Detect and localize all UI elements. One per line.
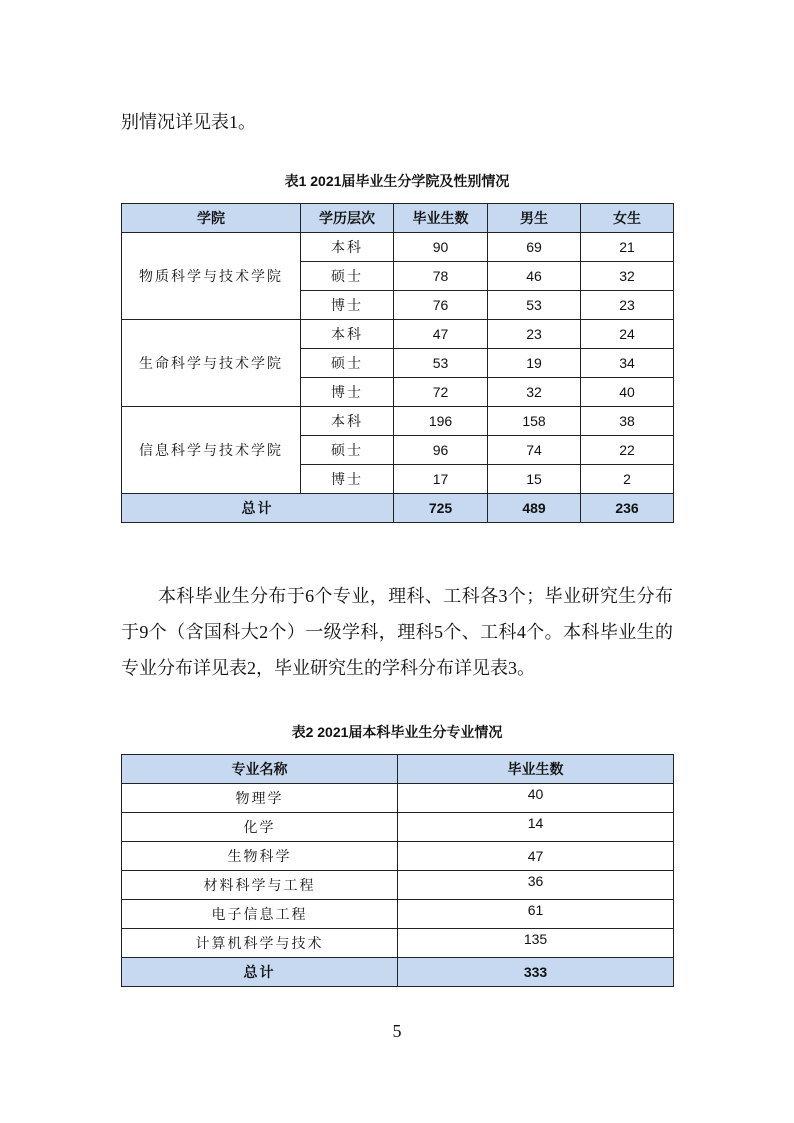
female-count: 22: [581, 436, 674, 465]
header-degree-level: 学历层次: [301, 204, 394, 233]
degree-level: 博士: [301, 465, 394, 494]
table-row: [122, 929, 674, 958]
graduates-count: 76: [394, 291, 488, 320]
female-count: 34: [581, 349, 674, 378]
table-row: [122, 900, 674, 929]
male-count: 69: [488, 233, 581, 262]
male-count: 158: [488, 407, 581, 436]
graduates-count: 36: [398, 871, 674, 900]
major-name: 化学: [122, 813, 398, 842]
female-count: 40: [581, 378, 674, 407]
header-male: 男生: [488, 204, 581, 233]
graduates-count: 135: [398, 929, 674, 958]
major-name: 电子信息工程: [122, 900, 398, 929]
table-header-row: [122, 755, 674, 784]
header-graduates: 毕业生数: [398, 755, 674, 784]
male-count: 23: [488, 320, 581, 349]
total-male: 489: [488, 494, 581, 523]
major-name: 生物科学: [122, 842, 398, 871]
male-count: 46: [488, 262, 581, 291]
female-count: 24: [581, 320, 674, 349]
male-count: 15: [488, 465, 581, 494]
degree-level: 本科: [301, 233, 394, 262]
college-name: 信息科学与技术学院: [122, 407, 301, 494]
table2-caption: 表2 2021届本科毕业生分专业情况: [291, 724, 503, 740]
male-count: 32: [488, 378, 581, 407]
male-count: 74: [488, 436, 581, 465]
table-header-row: [122, 204, 674, 233]
total-label: 总计: [122, 958, 398, 987]
body-paragraph: [121, 578, 673, 686]
degree-level: 硕士: [301, 436, 394, 465]
degree-level: 硕士: [301, 349, 394, 378]
graduates-count: 78: [394, 262, 488, 291]
graduates-count: 96: [394, 436, 488, 465]
degree-level: 博士: [301, 378, 394, 407]
table-row: [122, 407, 674, 436]
table-row: [122, 842, 674, 871]
graduates-count: 90: [394, 233, 488, 262]
table-row: [122, 784, 674, 813]
graduates-count: 72: [394, 378, 488, 407]
degree-level: 硕士: [301, 262, 394, 291]
female-count: 2: [581, 465, 674, 494]
graduates-count: 47: [398, 842, 674, 871]
header-college: 学院: [122, 204, 301, 233]
female-count: 32: [581, 262, 674, 291]
intro-text: 别情况详见表1。: [121, 112, 256, 132]
graduates-count: 61: [398, 900, 674, 929]
paragraph-line: 本科毕业生分布于6个专业，理科、工科各3个；毕业研究生分布: [158, 586, 673, 606]
graduates-count: 47: [394, 320, 488, 349]
major-name: 物理学: [122, 784, 398, 813]
paragraph-line: 专业分布详见表2，毕业研究生的学科分布详见表3。: [121, 658, 535, 678]
college-name: 生命科学与技术学院: [122, 320, 301, 407]
male-count: 19: [488, 349, 581, 378]
graduates-by-major-table: [121, 754, 674, 987]
graduates-by-college-table: [121, 203, 674, 523]
major-name: 计算机科学与技术: [122, 929, 398, 958]
table-row: [122, 320, 674, 349]
major-name: 材料科学与工程: [122, 871, 398, 900]
degree-level: 本科: [301, 407, 394, 436]
table-row: [122, 871, 674, 900]
page-number: 5: [392, 1021, 402, 1041]
table-row: [122, 813, 674, 842]
degree-level: 本科: [301, 320, 394, 349]
graduates-count: 17: [394, 465, 488, 494]
header-graduates: 毕业生数: [394, 204, 488, 233]
paragraph-line: 于9个（含国科大2个）一级学科，理科5个、工科4个。本科毕业生的: [121, 622, 673, 642]
graduates-count: 14: [398, 813, 674, 842]
total-row: [122, 494, 674, 523]
graduates-count: 40: [398, 784, 674, 813]
female-count: 38: [581, 407, 674, 436]
total-row: [122, 958, 674, 987]
graduates-count: 53: [394, 349, 488, 378]
graduates-count: 196: [394, 407, 488, 436]
college-name: 物质科学与技术学院: [122, 233, 301, 320]
female-count: 21: [581, 233, 674, 262]
male-count: 53: [488, 291, 581, 320]
total-graduates: 333: [398, 958, 674, 987]
header-major: 专业名称: [122, 755, 398, 784]
total-graduates: 725: [394, 494, 488, 523]
header-female: 女生: [581, 204, 674, 233]
total-female: 236: [581, 494, 674, 523]
total-label: 总计: [122, 494, 394, 523]
female-count: 23: [581, 291, 674, 320]
degree-level: 博士: [301, 291, 394, 320]
table1-caption: 表1 2021届毕业生分学院及性别情况: [284, 173, 510, 189]
table-row: [122, 233, 674, 262]
